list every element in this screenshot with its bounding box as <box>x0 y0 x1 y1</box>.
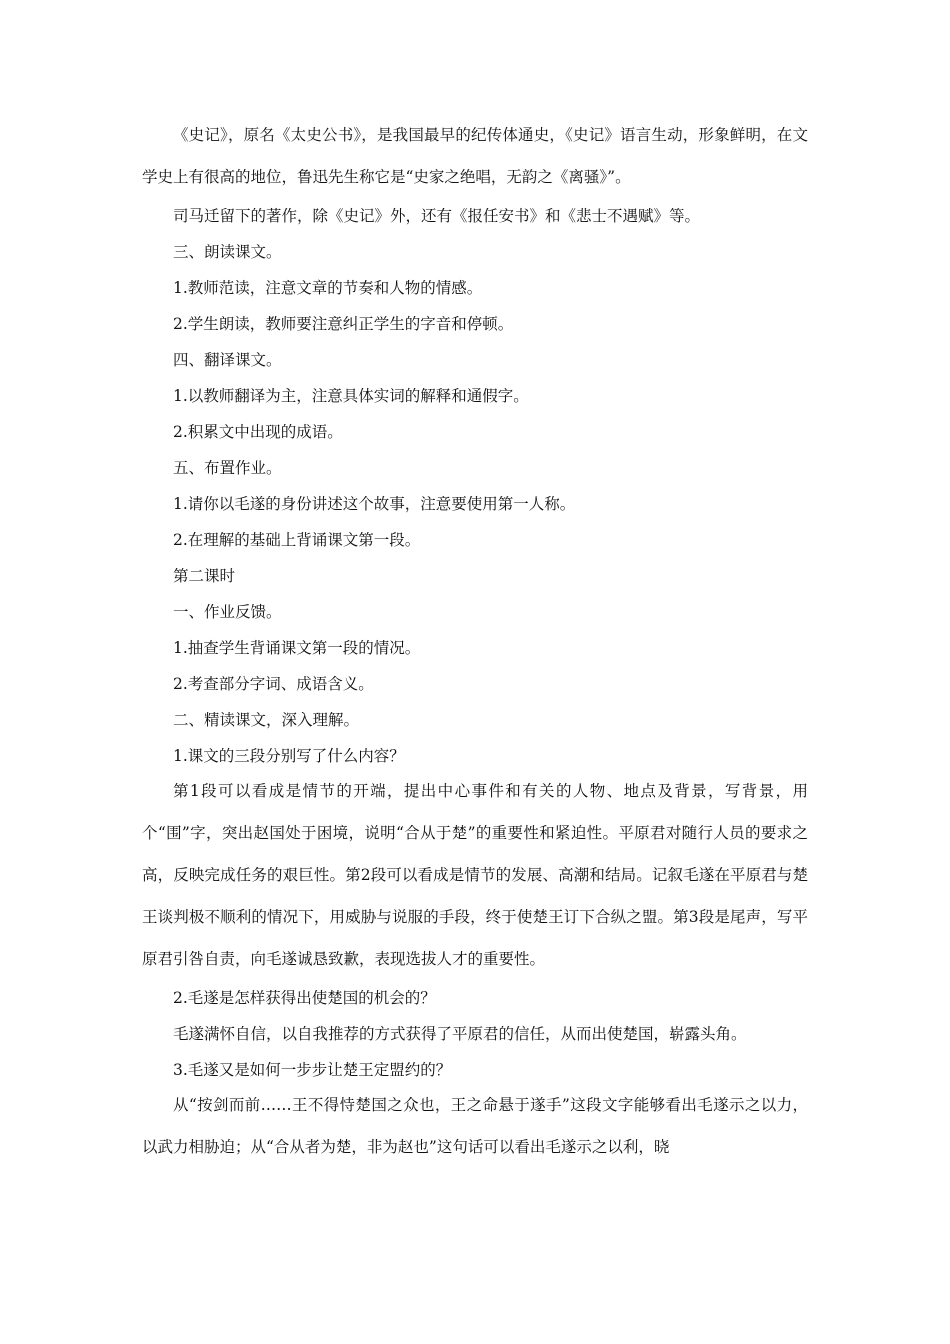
list-item: 1.请你以毛遂的身份讲述这个故事，注意要使用第一人称。 <box>173 495 576 513</box>
question-item: 3.毛遂又是如何一步步让楚王定盟约的？ <box>173 1061 452 1079</box>
document-page <box>142 118 808 1168</box>
heading-translate: 四、翻译课文。 <box>173 351 282 369</box>
paragraph-shiji-intro: 《史记》，原名《太史公书》，是我国最早的纪传体通史，《史记》语言生动，形象鲜明，在文学史上有很高的地位，鲁迅先生称它是“史家之绝唱，无韵之《离骚》”。 <box>142 126 808 186</box>
heading-feedback: 一、作业反馈。 <box>173 603 282 621</box>
heading-second-lesson: 第二课时 <box>173 567 236 585</box>
paragraph-answer-steps: 从“按剑而前……王不得恃楚国之众也，王之命悬于遂手”这段文字能够看出毛遂示之以力，以武力相胁迫；从“合从者为楚，非为赵也”这句话可以看出毛遂示之以利，晓 <box>142 1096 808 1156</box>
list-item: 1.抽查学生背诵课文第一段的情况。 <box>173 639 421 657</box>
heading-homework: 五、布置作业。 <box>173 459 282 477</box>
list-item: 1.以教师翻译为主，注意具体实词的解释和通假字。 <box>173 387 529 405</box>
paragraph-sima-works: 司马迁留下的著作，除《史记》外，还有《报任安书》和《悲士不遇赋》等。 <box>173 207 701 225</box>
heading-close-reading: 二、精读课文，深入理解。 <box>173 711 360 729</box>
list-item: 2.积累文中出现的成语。 <box>173 423 343 441</box>
list-item: 2.在理解的基础上背诵课文第一段。 <box>173 531 421 549</box>
paragraph-answer-maosui: 毛遂满怀自信，以自我推荐的方式获得了平原君的信任，从而出使楚国，崭露头角。 <box>173 1025 747 1043</box>
question-item: 1.课文的三段分别写了什么内容？ <box>173 747 405 765</box>
list-item: 1.教师范读，注意文章的节奏和人物的情感。 <box>173 279 483 297</box>
list-item: 2.考查部分字词、成语含义。 <box>173 675 374 693</box>
question-item: 2.毛遂是怎样获得出使楚国的机会的？ <box>173 989 436 1007</box>
heading-read-aloud: 三、朗读课文。 <box>173 243 282 261</box>
list-item: 2.学生朗读，教师要注意纠正学生的字音和停顿。 <box>173 315 514 333</box>
paragraph-answer-sections: 第1段可以看成是情节的开端，提出中心事件和有关的人物、地点及背景，写背景，用个“围”字，突出赵国处于困境，说明“合从于楚”的重要性和紧迫性。平原君对随行人员的要求之高，反映完成任务的艰巨性。第2段可以看成是情节的发展、高潮和结局。记叙毛遂在平原君与楚王谈判极不顺利的情况下，用威胁与说服的手段，终于使楚王订下合纵之盟。第3段是尾声，写平原君引咎自责，向毛遂诚恳致歉，表现选拔人才的重要性。 <box>142 782 808 968</box>
